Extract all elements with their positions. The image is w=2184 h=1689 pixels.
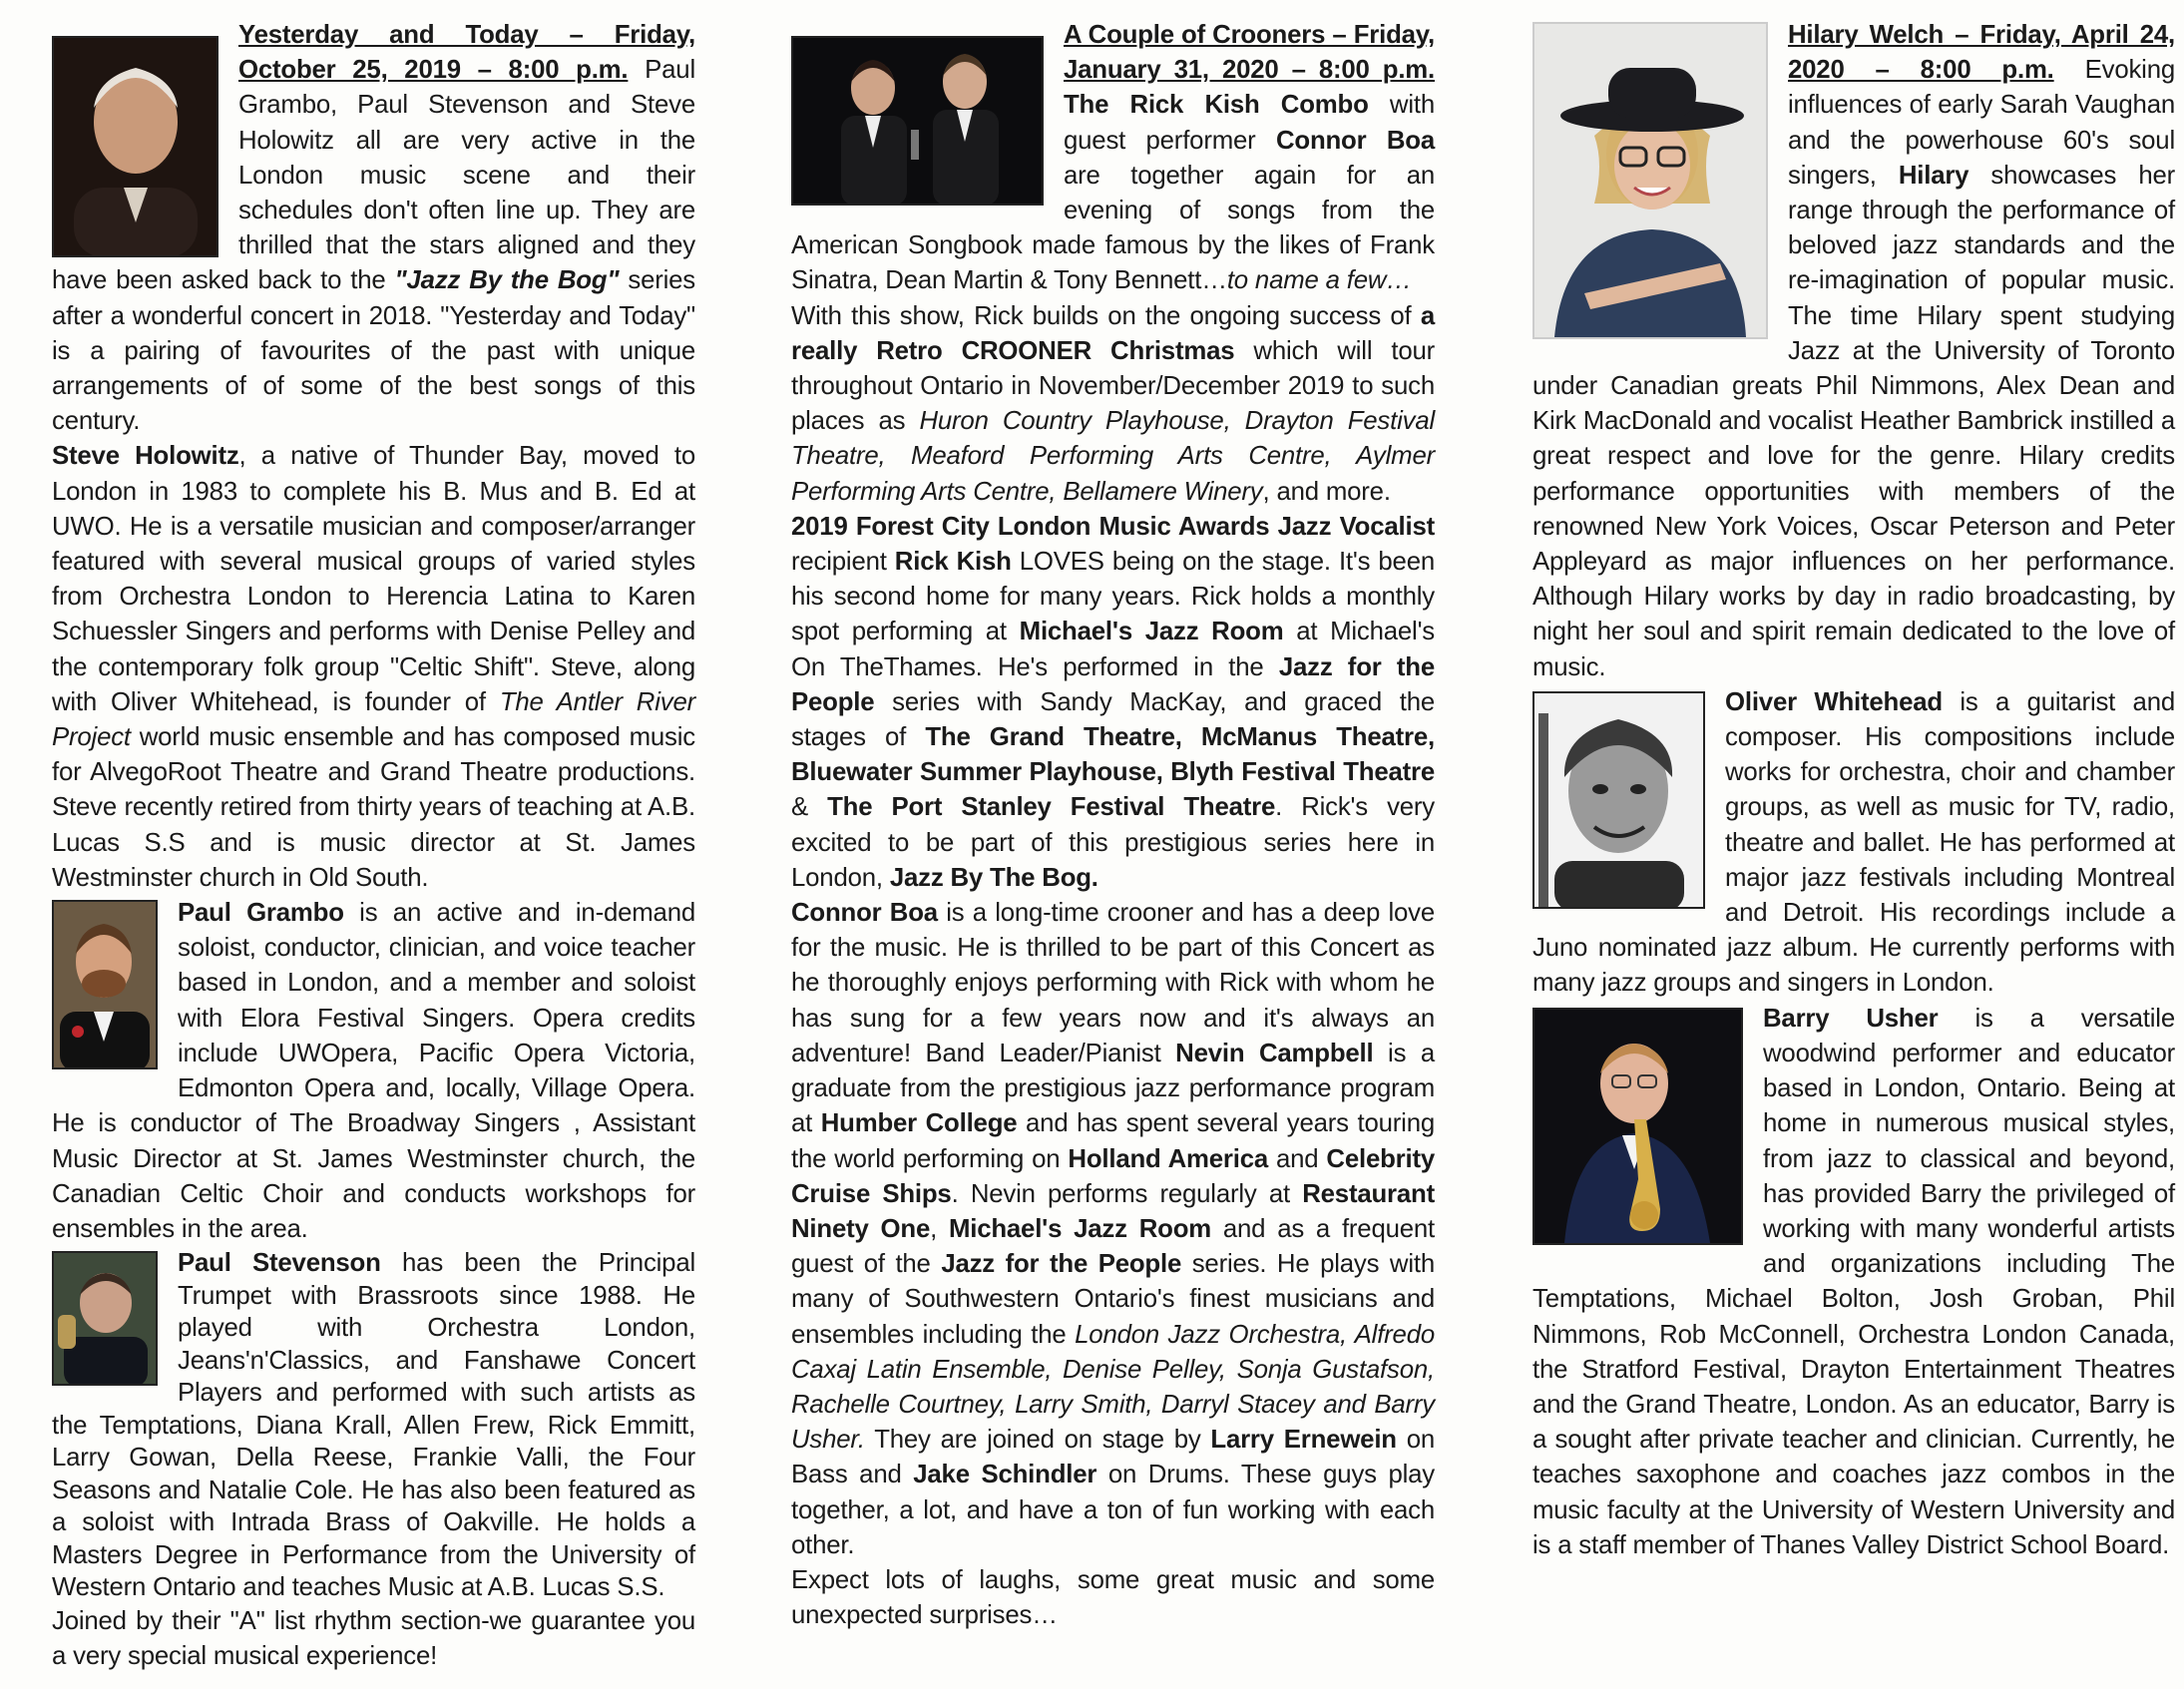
- name-jake-schindler: Jake Schindler: [913, 1461, 1097, 1489]
- connor-boa: Connor Boa: [1275, 126, 1435, 155]
- bio-paul-grambo: is an active and in-demand soloist, conductor, clinician, and voice teacher based in London, and a member and soloist with Elora Festival Singers. Opera credits include UWOpera, Pacific Opera Victoria, Edmonton Opera and, locally, Village Opera. He is conductor of The Broadway Singers , Assistant Music Director at St. James Westminster church, the Canadian Celtic Choir and conducts workshops for ensembles in the area.: [52, 899, 695, 1243]
- humber-college: Humber College: [820, 1109, 1018, 1138]
- rick-text-4: series with Sandy MacKay, and graced the stages of: [791, 687, 1435, 752]
- bio-steve-holowitz-2: world music ensemble and has composed music for AlvegoRoot Theatre and Grand Theatre productions. Steve recently retired from thirty years of teaching at A.B. Lucas S.S and is music director at St. James Westminster church in Old South.: [52, 723, 695, 892]
- rick-text-5: &: [791, 793, 828, 822]
- photo-barry-usher: [1532, 1008, 1743, 1245]
- celebrity-cruise-ships: Celebrity Cruise Ships: [791, 1144, 1436, 1208]
- retro-text: With this show, Rick builds on the ongoing success of: [791, 301, 1421, 330]
- name-paul-grambo: Paul Grambo: [178, 899, 344, 928]
- ensembles-list: London Jazz Orchestra, Alfredo Caxaj Latin Ensemble, Denise Pelley, Sonja Gustafson, Rachelle Courtney, Larry Smith, Darryl Stacey and Barry Usher.: [791, 1320, 1435, 1455]
- photo-hilary-welch: [1532, 22, 1768, 339]
- tour-places: Huron Country Playhouse, Drayton Festival Theatre, Meaford Performing Arts Centre, Aylmer Performing Arts Centre, Bellamere Winery: [791, 407, 1435, 506]
- jazz-for-the-people: Jazz for the People: [791, 652, 1435, 716]
- jazz-by-the-bog: Jazz By The Bog.: [889, 863, 1098, 892]
- column-hilary-welch: [1532, 18, 2175, 1563]
- hilary-text: Evoking influences of early Sarah Vaughan and the powerhouse 60's soul singers,: [1788, 56, 2175, 190]
- jazz-for-the-people-2: Jazz for the People: [941, 1250, 1182, 1279]
- rick-text-6: . Rick's very excited to be part of this prestigious series here in London,: [791, 793, 1435, 892]
- nevin-text-4: . Nevin performs regularly at: [951, 1179, 1303, 1208]
- intro-text-2: are together again for an evening of songs from the American Songbook made famous by the likes of Frank Sinatra, Dean Martin & Tony Bennett…: [791, 161, 1435, 295]
- retro-text-2: which will tour throughout Ontario in November/December 2019 to such places as: [791, 336, 1435, 436]
- name-steve-holowitz: Steve Holowitz: [52, 442, 239, 471]
- michaels-jazz-room-2: Michael's Jazz Room: [948, 1214, 1211, 1243]
- holland-america: Holland America: [1068, 1144, 1269, 1173]
- bio-oliver-whitehead: is a guitarist and composer. His compositions include works for orchestra, choir and chamber groups, as well as music for TV, radio, theatre and ballet. He has performed at major jazz festivals including Montreal and Detroit. His recordings include a Juno nominated jazz album. He currently performs with many jazz groups and singers in London.: [1532, 687, 2175, 998]
- nevin-text-10: on Drums. These guys play together, a lot, and have a ton of fun working with each other.: [791, 1461, 1435, 1559]
- retro-text-3: , and more.: [1262, 477, 1391, 506]
- hilary-text-2: showcases her range through the performance of beloved jazz standards and the re-imagination of popular music. The time Hilary spent studying Jazz at the University of Toronto under Canadian greats Phil Nimmons, Alex Dean and Kirk MacDonald and vocalist Heather Bambrick instilled a great respect and love for the genre. Hilary credits performance opportunities with members of the renowned New York Voices, Oscar Peterson and Peter Appleyard as major influences on her performance. Although Hilary works by day in radio broadcasting, by night her soul and spirit remain dedicated to the love of music.: [1532, 161, 2175, 681]
- event-heading: Yesterday and Today – Friday, October 25, 2019 – 8:00 p.m.: [238, 21, 695, 85]
- name-nevin-campbell: Nevin Campbell: [1175, 1039, 1374, 1067]
- closing-text: Expect lots of laughs, some great music and some unexpected surprises…: [791, 1565, 1435, 1630]
- rick-text: recipient: [791, 548, 895, 577]
- nevin-text-7: series. He plays with many of Southwestern Ontario's finest musicians and ensembles including the: [791, 1250, 1436, 1349]
- bio-paul-stevenson: has been the Principal Trumpet with Brassroots since 1988. He played with Orchestra London, Jeans'n'Classics, and Fanshawe Concert Players and performed with such artists as the Temptations, Diana Krall, Allen Frew, Rick Emmitt, Larry Gowan, Della Reese, Frankie Valli, the Four Seasons and Natalie Cole. He has also been featured as a soloist with Intrada Brass of Oakville. He holds a Masters Degree in Performance from the University of Western Ontario and teaches Music at A.B. Lucas S.S.: [52, 1249, 696, 1602]
- nevin-text-5: ,: [930, 1214, 949, 1243]
- restaurant-ninety-one: Restaurant Ninety One: [791, 1179, 1435, 1243]
- rick-text-3: at Michael's On TheThames. He's performed in the: [791, 618, 1435, 681]
- intro-text: with guest performer: [1064, 91, 1435, 155]
- nevin-text-3: and: [1268, 1144, 1327, 1173]
- name-rick-kish: Rick Kish: [894, 548, 1012, 577]
- name-connor-boa: Connor Boa: [791, 899, 938, 928]
- photo-crooners: [791, 36, 1044, 206]
- name-oliver-whitehead: Oliver Whitehead: [1725, 687, 1943, 716]
- event-heading: A Couple of Crooners – Friday, January 31, 2020 – 8:00 p.m.: [1064, 21, 1435, 85]
- intro-text: Paul Grambo, Paul Stevenson and Steve Holowitz all are very active in the London music scene and their schedules don't often line up. They are thrilled that the stars aligned and they have been asked back to the: [52, 56, 695, 295]
- rick-text-2: LOVES being on the stage. It's been his second home for many years. Rick holds a monthly spot performing at: [791, 548, 1435, 646]
- venues: The Grand Theatre, McManus Theatre, Bluewater Summer Playhouse, Blyth Festival Theatre: [791, 723, 1435, 787]
- photo-paul-grambo: [52, 900, 158, 1069]
- connor-text: is a long-time crooner and has a deep love for the music. He is thrilled to be part of this Concert as he thoroughly enjoys performing with Rick with whom he has sung for a few years now and it's always an adventure! Band Leader/Pianist: [791, 899, 1436, 1067]
- event-heading: Hilary Welch – Friday, April 24, 2020 – 8:00 p.m.: [1788, 21, 2175, 85]
- nevin-text-6: and as a frequent guest of the: [791, 1214, 1436, 1279]
- intro-text-2: series after a wonderful concert in 2018. "Yesterday and Today" is a pairing of favourites of the past with unique arrangements of of some of the best songs of this century.: [52, 266, 695, 436]
- nevin-text-2: and has spent several years touring the world performing on: [791, 1109, 1435, 1173]
- photo-steve-holowitz: [52, 36, 218, 257]
- column-yesterday-and-today: [52, 18, 695, 1674]
- nevin-text-9: on Bass and: [791, 1426, 1435, 1489]
- bio-steve-holowitz: , a native of Thunder Bay, moved to London in 1983 to complete his B. Mus and B. Ed at UWO. He is a versatile musician and composer/arranger featured with several musical groups of varied styles from Orchestra London to Herencia Latina to Karen Schuessler Singers and performs with Denise Pelley and the contemporary folk group "Celtic Shift". Steve, along with Oliver Whitehead, is founder of: [52, 442, 695, 716]
- column-a-couple-of-crooners: [791, 18, 1435, 1633]
- name-hilary: Hilary: [1898, 161, 1969, 190]
- rick-kish-combo: The Rick Kish Combo: [1064, 91, 1369, 120]
- intro-italic: to name a few…: [1226, 266, 1412, 295]
- antler-river-project: The Antler River Project: [52, 687, 695, 752]
- name-larry-ernewein: Larry Ernewein: [1210, 1426, 1397, 1455]
- photo-paul-stevenson: [52, 1251, 158, 1386]
- name-paul-stevenson: Paul Stevenson: [178, 1249, 381, 1278]
- award-title: 2019 Forest City London Music Awards Jazz Vocalist: [791, 512, 1435, 541]
- name-barry-usher: Barry Usher: [1763, 1004, 1939, 1033]
- series-name: "Jazz By the Bog": [394, 266, 620, 295]
- port-stanley-theatre: The Port Stanley Festival Theatre: [827, 793, 1276, 822]
- photo-oliver-whitehead: [1532, 691, 1705, 909]
- nevin-text-8: They are joined on stage by: [864, 1426, 1211, 1455]
- closing-text: Joined by their "A" list rhythm section-we guarantee you a very special musical experience!: [52, 1606, 695, 1670]
- michaels-jazz-room: Michael's Jazz Room: [1019, 618, 1284, 646]
- nevin-text: is a graduate from the prestigious jazz performance program at: [791, 1039, 1435, 1138]
- bio-barry-usher: is a versatile woodwind performer and educator based in London, Ontario. Being at home in numerous musical styles, from jazz to classical and beyond, has provided Barry the privileged of working with many wonderful artists and organizations including The Temptations, Michael Bolton, Josh Groban, Phil Nimmons, Rob McConnell, Orchestra London Canada, the Stratford Festival, Drayton Entertainment Theatres and the Grand Theatre, London. As an educator, Barry is a sought after private teacher and clinician. Currently, he teaches saxophone and coaches jazz combos in the music faculty at the University of Western University and is a staff member of Thanes Valley District School Board.: [1532, 1004, 2175, 1559]
- retro-crooner-christmas: a really Retro CROONER Christmas: [791, 301, 1435, 365]
